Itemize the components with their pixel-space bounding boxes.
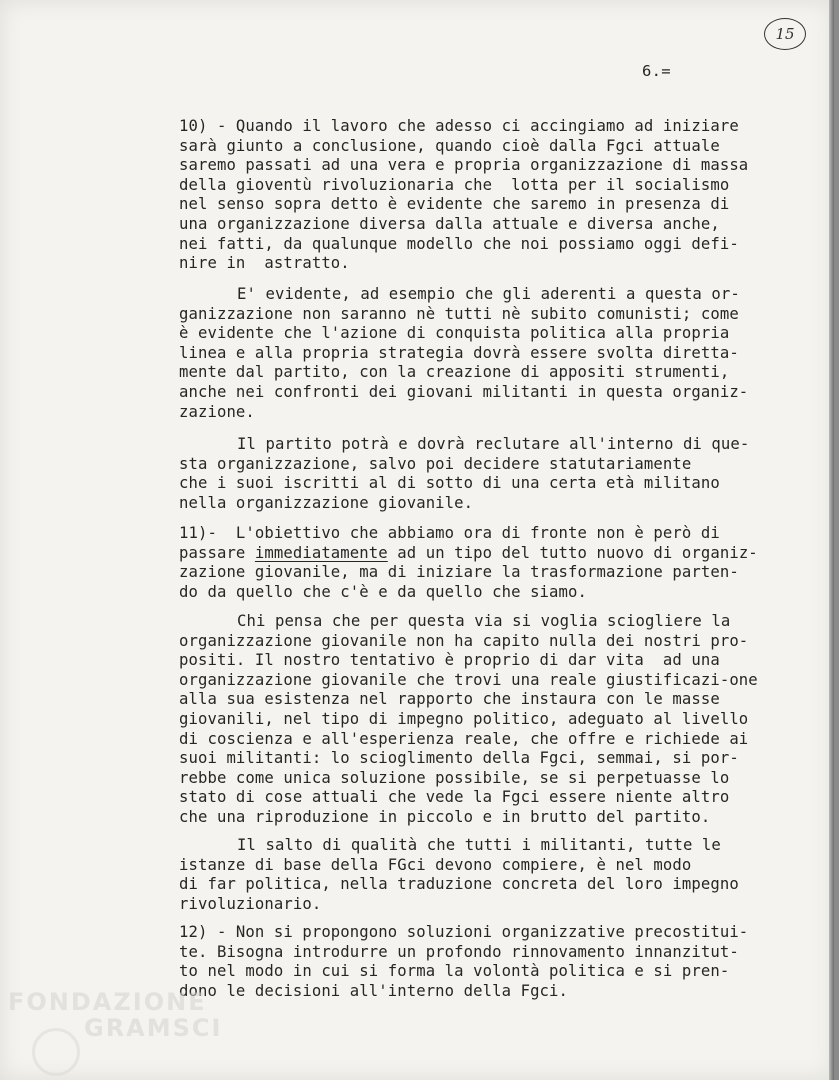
text-line: della gioventù rivoluzionaria che lotta per il socialismo bbox=[179, 175, 730, 194]
watermark bbox=[8, 990, 222, 1040]
text-line: to nel modo in cui si forma la volontà politica e si pren- bbox=[179, 962, 730, 981]
text-line-underlined bbox=[179, 544, 758, 564]
text-line: 12) - Non si propongono soluzioni organizzative precostitui- bbox=[179, 923, 749, 941]
paragraph-chi-pensa bbox=[179, 612, 758, 828]
text-line: zazione. bbox=[179, 402, 255, 421]
paragraph-10 bbox=[179, 117, 748, 274]
text-line: nei fatti, da qualunque modello che noi possiamo oggi defi- bbox=[179, 234, 739, 253]
text-line: organizzazione giovanile non ha capito nulla dei nostri pro- bbox=[179, 631, 749, 650]
watermark-line2: GRAMSCI bbox=[84, 1014, 223, 1042]
text-line: mente dal partito, con la creazione di appositi strumenti, bbox=[179, 363, 730, 382]
text-line: anche nei confronti dei giovani militanti in questa organiz- bbox=[179, 382, 749, 401]
text-line: suoi militanti: lo scioglimento della Fgci, semmai, si por- bbox=[179, 749, 739, 768]
text-line: di coscienza e all'esperienza reale, che offre e richiede ai bbox=[179, 729, 749, 748]
archive-page-stamp: 15 bbox=[764, 18, 806, 50]
text-line: te. Bisogna introdurre un profondo rinnovamento innanzitut- bbox=[179, 942, 739, 961]
text-line: Chi pensa che per questa via si voglia sciogliere la bbox=[237, 612, 731, 630]
text-line: nella organizzazione giovanile. bbox=[179, 493, 474, 512]
text-line: istanze di base della FGci devono compiere, è nel modo bbox=[179, 855, 692, 874]
text-line: do da quello che c'è e da quello che siamo. bbox=[179, 582, 587, 601]
text-line: saremo passati ad una vera e propria organizzazione di massa bbox=[179, 156, 749, 175]
text-line: 11)- L'obiettivo che abbiamo ora di fronte non è però di bbox=[179, 524, 720, 542]
text-line: organizzazione giovanile che trovi una reale giustificazi-one bbox=[179, 670, 758, 689]
line-start: passare bbox=[179, 543, 255, 562]
text-line: zazione giovanile, ma di iniziare la trasformazione parten- bbox=[179, 563, 739, 582]
text-line: positi. Il nostro tentativo è proprio di dar vita ad una bbox=[179, 651, 720, 670]
paragraph-salto bbox=[179, 836, 739, 914]
text-line: Il salto di qualità che tutti i militanti, tutte le bbox=[237, 836, 721, 854]
text-line: nire in astratto. bbox=[179, 254, 350, 273]
text-line: 10) - Quando il lavoro che adesso ci accingiamo ad iniziare bbox=[179, 117, 739, 135]
text-line: nel senso sopra detto è evidente che saremo in presenza di bbox=[179, 195, 730, 214]
text-line: una organizzazione diversa dalla attuale e diversa anche, bbox=[179, 214, 720, 233]
text-line: sta organizzazione, salvo poi decidere statutariamente bbox=[179, 454, 692, 473]
paragraph-evidente bbox=[179, 285, 748, 422]
page-edge-shadow bbox=[829, 0, 834, 1080]
text-line: Il partito potrà e dovrà reclutare all'interno di que- bbox=[237, 435, 750, 453]
paragraph-11 bbox=[179, 524, 758, 602]
line-end: ad un tipo del tutto nuovo di organiz- bbox=[387, 543, 758, 562]
text-line: ganizzazione non saranno nè tutti nè subito comunisti; come bbox=[179, 304, 739, 323]
text-line: sarà giunto a conclusione, quando cioè dalla Fgci attuale bbox=[179, 136, 720, 155]
text-line: dono le decisioni all'interno della Fgci. bbox=[179, 981, 569, 1000]
text-line: di far politica, nella traduzione concreta del loro impegno bbox=[179, 875, 739, 894]
text-line: che una riproduzione in piccolo e in brutto del partito. bbox=[179, 807, 711, 826]
text-line: è evidente che l'azione di conquista politica alla propria bbox=[179, 324, 730, 343]
watermark-line1: FONDAZIONE bbox=[8, 988, 207, 1016]
text-line: giovanili, nel tipo di impegno politico, adeguato al livello bbox=[179, 709, 749, 728]
text-line: alla sua esistenza nel rapporto che instaura con le masse bbox=[179, 690, 720, 709]
text-line: linea e alla propria strategia dovrà essere svolta diretta- bbox=[179, 343, 739, 362]
text-line: rivoluzionario. bbox=[179, 894, 322, 913]
text-line: rebbe come unica soluzione possibile, se si perpetuasse lo bbox=[179, 768, 730, 787]
text-line: E' evidente, ad esempio che gli aderenti a questa or- bbox=[237, 285, 740, 303]
page-number: 6.= bbox=[642, 62, 671, 80]
paragraph-12 bbox=[179, 923, 748, 1001]
paragraph-partito bbox=[179, 435, 749, 513]
text-line: stato di cose attuali che vede la Fgci essere niente altro bbox=[179, 788, 730, 807]
underlined-word: immediatamente bbox=[254, 543, 388, 562]
text-line: che i suoi iscritti al di sotto di una certa età militano bbox=[179, 474, 720, 493]
